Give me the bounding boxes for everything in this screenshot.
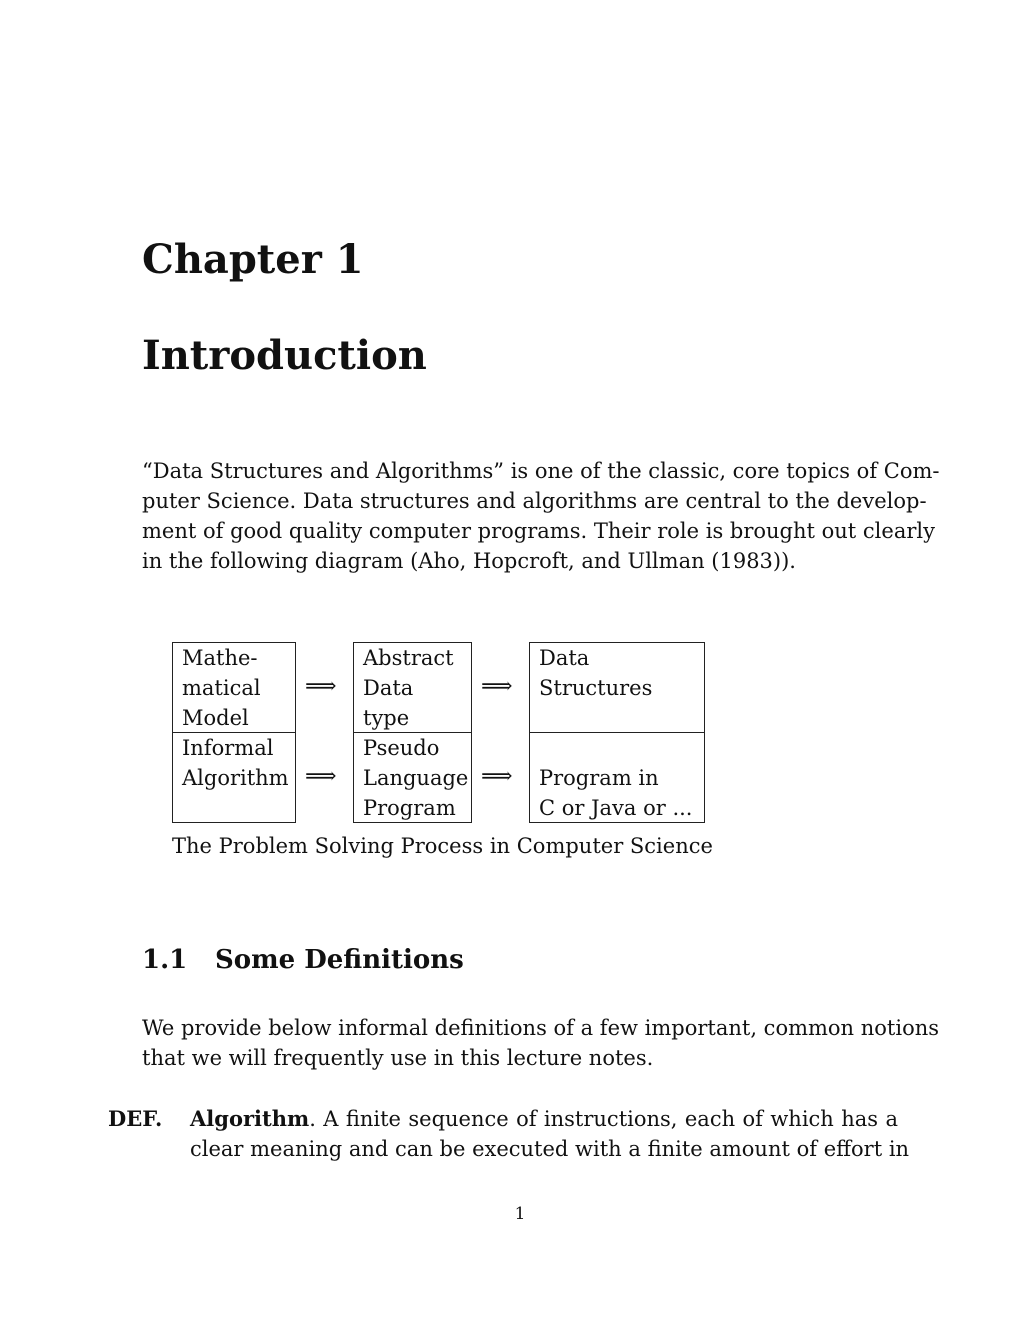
box-text: Algorithm: [182, 766, 289, 790]
right-arrow-icon: ⟹: [305, 764, 337, 789]
definition-text: . A finite sequence of instructions, each of which has a: [309, 1107, 898, 1131]
diagram-box-data-structures: [529, 642, 705, 823]
box-text: Informal: [182, 736, 274, 760]
definition-line: clear meaning and can be executed with a finite amount of effort in: [190, 1137, 910, 1161]
problem-solving-diagram: [172, 642, 705, 823]
box-text: Data: [539, 646, 590, 670]
box-text: Program: [363, 796, 456, 820]
right-arrow-icon: ⟹: [481, 764, 513, 789]
box-text: Mathe-: [182, 646, 258, 670]
box-text: Language: [363, 766, 469, 790]
box-text: C or Java or ...: [539, 796, 693, 820]
section-number: 1.1: [142, 945, 188, 975]
diagram-box-adt: [353, 642, 472, 823]
page-number: 1: [514, 1204, 526, 1224]
box-text: matical: [182, 676, 261, 700]
section-heading: [142, 942, 464, 978]
box-divider: [530, 732, 704, 733]
intro-line: puter Science. Data structures and algorithms are central to the develop-: [142, 489, 927, 513]
definition-label: DEF.: [108, 1106, 163, 1131]
box-text: Model: [182, 706, 249, 730]
definition-term: Algorithm: [190, 1106, 310, 1131]
chapter-title: Introduction: [142, 332, 427, 379]
section-paragraph-line: that we will frequently use in this lecture notes.: [142, 1046, 654, 1070]
box-text: Pseudo: [363, 736, 440, 760]
box-text: type: [363, 706, 410, 730]
section-title: Some Definitions: [215, 945, 464, 975]
figure-caption: The Problem Solving Process in Computer Science: [172, 834, 713, 858]
intro-line: ment of good quality computer programs. Their role is brought out clearly: [142, 519, 935, 543]
chapter-label: Chapter 1: [142, 236, 364, 283]
box-text: Data: [363, 676, 414, 700]
section-paragraph-line: We provide below informal definitions of a few important, common notions: [142, 1016, 940, 1040]
intro-line: “Data Structures and Algorithms” is one of the classic, core topics of Com-: [142, 459, 940, 483]
intro-line: in the following diagram (Aho, Hopcroft, and Ullman (1983)).: [142, 549, 796, 573]
diagram-box-model: [172, 642, 296, 823]
box-text: Program in: [539, 766, 659, 790]
right-arrow-icon: ⟹: [481, 674, 513, 699]
box-text: Abstract: [363, 646, 454, 670]
right-arrow-icon: ⟹: [305, 674, 337, 699]
definition-line: [190, 1104, 898, 1134]
box-text: Structures: [539, 676, 653, 700]
